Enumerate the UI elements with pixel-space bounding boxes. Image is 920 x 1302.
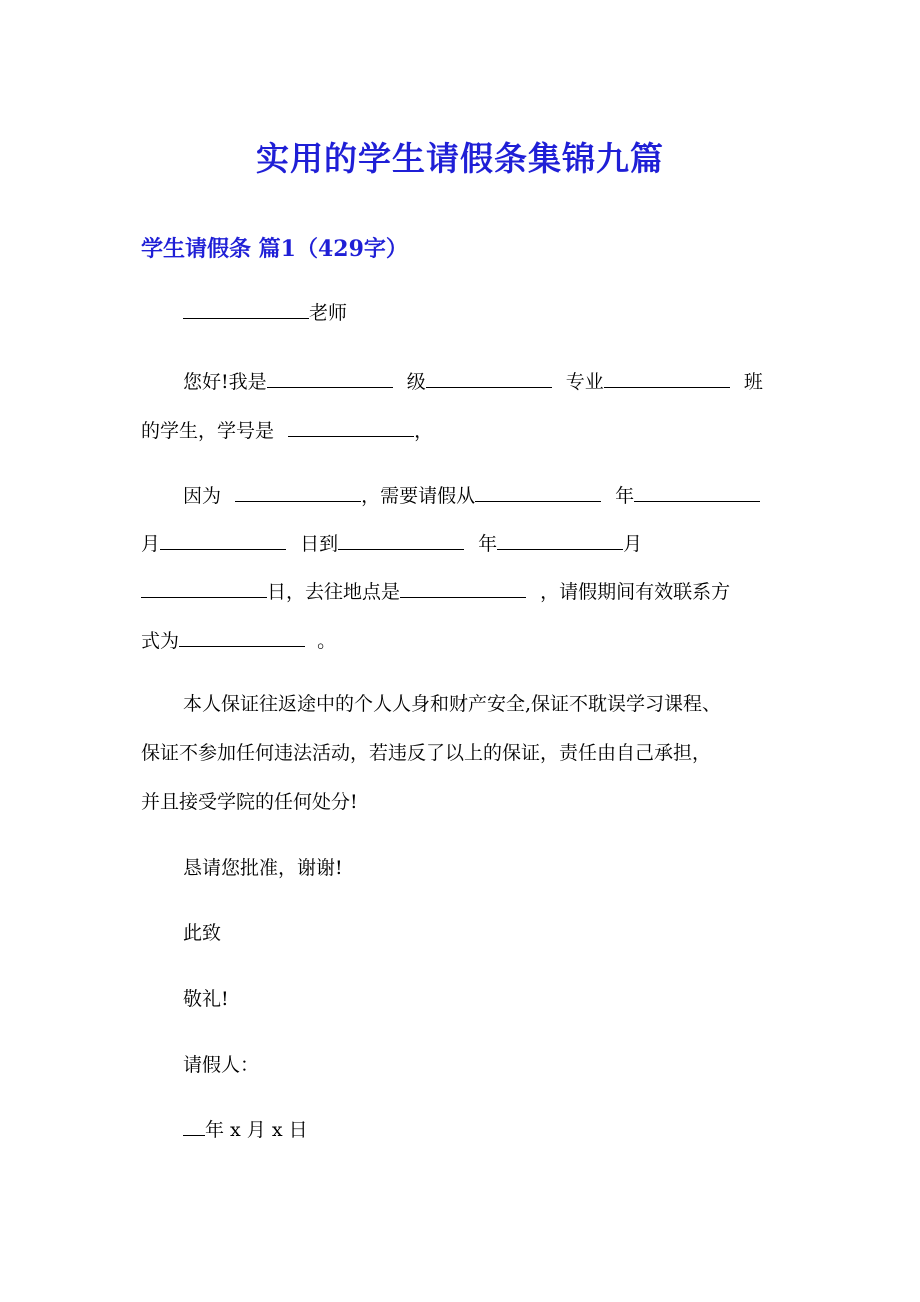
contact-line bbox=[141, 626, 336, 656]
grade-label: 级 bbox=[406, 371, 426, 393]
date-year-blank bbox=[183, 1116, 205, 1136]
guarantee-line-2: 保证不参加任何违法活动，若违反了以上的保证，责任由自己承担， bbox=[141, 742, 712, 764]
student-id-blank bbox=[288, 417, 414, 437]
date-line bbox=[183, 1115, 308, 1145]
closing-line-2: 敬礼! bbox=[183, 988, 229, 1010]
contact-text: ，请假期间有效联系方 bbox=[540, 581, 731, 603]
applicant-line: 请假人： bbox=[183, 1054, 260, 1076]
document-title: 实用的学生请假条集锦九篇 bbox=[256, 139, 664, 178]
year-label-1: 年 bbox=[615, 485, 635, 507]
section-heading: 学生请假条 篇1（429字） bbox=[141, 236, 408, 262]
request-line: 恳请您批准，谢谢! bbox=[183, 857, 343, 879]
date-text: 年 x 月 x 日 bbox=[205, 1119, 308, 1141]
closing-line-1: 此致 bbox=[183, 922, 222, 944]
start-year-blank bbox=[475, 482, 601, 502]
contact-blank bbox=[179, 627, 305, 647]
day-to-text: 日到 bbox=[300, 533, 339, 555]
end-day-blank bbox=[141, 578, 267, 598]
reason-blank bbox=[235, 482, 361, 502]
comma: ， bbox=[414, 420, 434, 442]
contact-cont-text: 式为 bbox=[141, 630, 180, 652]
period: 。 bbox=[317, 630, 337, 652]
student-id-line bbox=[141, 416, 433, 446]
salutation-suffix: 老师 bbox=[309, 302, 348, 324]
guarantee-line-1: 本人保证往返途中的个人人身和财产安全,保证不耽误学习课程、 bbox=[183, 693, 722, 715]
dates-line bbox=[141, 529, 642, 559]
student-of-text: 的学生，学号是 bbox=[141, 420, 275, 442]
intro-line bbox=[183, 367, 763, 397]
teacher-name-blank bbox=[183, 299, 309, 319]
destination-text: 日，去往地点是 bbox=[267, 581, 401, 603]
year-label-2: 年 bbox=[478, 533, 498, 555]
reason-line bbox=[183, 481, 760, 511]
end-month-blank bbox=[497, 530, 623, 550]
salutation-line bbox=[183, 298, 347, 328]
grade-blank bbox=[267, 368, 393, 388]
guarantee-line-3: 并且接受学院的任何处分! bbox=[141, 791, 358, 813]
class-blank bbox=[604, 368, 730, 388]
major-blank bbox=[426, 368, 552, 388]
because-text: 因为 bbox=[183, 485, 222, 507]
destination-line bbox=[141, 577, 730, 607]
destination-blank bbox=[400, 578, 526, 598]
need-leave-text: ，需要请假从 bbox=[361, 485, 476, 507]
major-label: 专业 bbox=[565, 371, 604, 393]
end-year-blank bbox=[338, 530, 464, 550]
intro-text: 您好!我是 bbox=[183, 371, 267, 393]
class-label: 班 bbox=[743, 371, 763, 393]
start-month-blank bbox=[634, 482, 760, 502]
month-label-1: 月 bbox=[141, 533, 161, 555]
month-label-2: 月 bbox=[623, 533, 643, 555]
start-day-blank bbox=[160, 530, 286, 550]
